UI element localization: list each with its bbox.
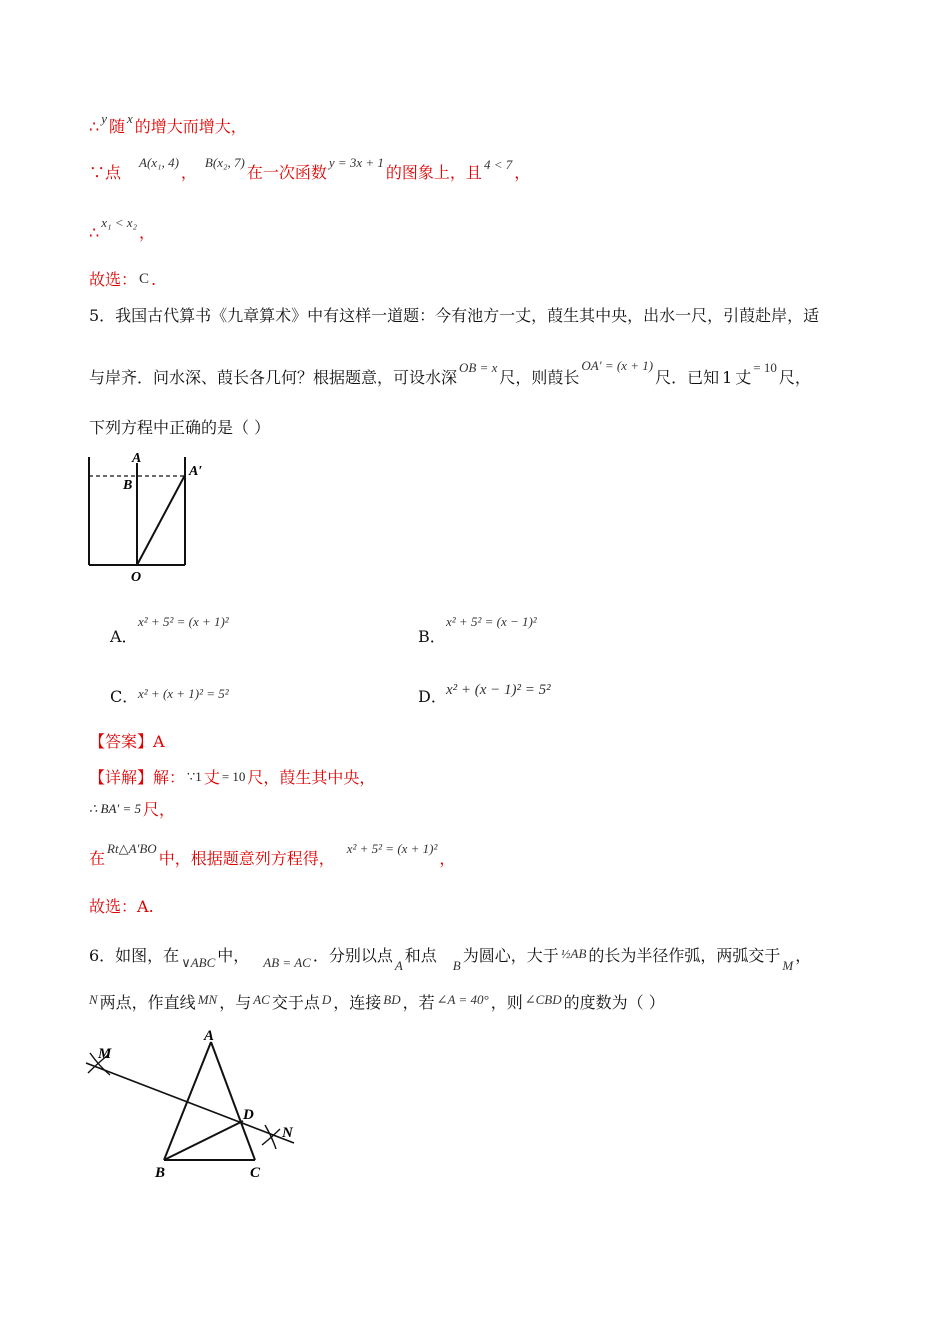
text: ， (180, 163, 197, 182)
text: 的图象上，且 (385, 163, 482, 182)
label-c: C (250, 1165, 261, 1181)
text: 的长为半径作弧，两弧交于 (588, 946, 781, 965)
q5-line-2 (89, 358, 811, 389)
math: AB = AC (263, 955, 311, 970)
because-point: ∵点 (89, 163, 122, 182)
point-b: B(x₂, 7) (204, 155, 245, 170)
therefore-symbol: ∴ (89, 117, 100, 136)
choice-c: C (139, 271, 150, 287)
linear-function: y = 3x + 1 (328, 155, 384, 170)
math: D (321, 992, 332, 1007)
math: ∨ABC (181, 955, 216, 970)
text: 随 (108, 117, 125, 136)
text: ， (139, 223, 156, 242)
label-b: B (123, 478, 133, 493)
point-a: A(x₁, 4) (139, 155, 179, 170)
detail-line-2 (89, 800, 175, 821)
text: 故选： (89, 270, 138, 289)
text: 为圆心，大于 (462, 946, 559, 965)
text: 尺，则葭长 (499, 368, 580, 387)
text: 尺， (778, 368, 811, 387)
math: ∵1 (187, 769, 202, 784)
option-d[interactable] (418, 684, 553, 707)
label-d: D (243, 1107, 254, 1123)
math-x: x (126, 111, 133, 126)
text: 在一次函数 (246, 163, 327, 182)
option-b[interactable] (418, 614, 539, 647)
label-m: M (98, 1046, 112, 1062)
text: 中，根据题意列方程得， (158, 849, 335, 868)
text: 两点，作直线 (99, 993, 196, 1012)
text: ， (795, 946, 812, 965)
x1-less-x2: x₁ < x₂ (101, 215, 138, 230)
math: A (394, 958, 403, 973)
option-label: C． (110, 687, 139, 706)
text: ，与 (219, 993, 252, 1012)
text: 在 (89, 849, 106, 868)
math: = 10 (221, 769, 246, 784)
math-ob: OB = x (459, 360, 498, 375)
answer-line (89, 732, 165, 752)
solution-line-3 (89, 215, 156, 244)
text: 尺，葭生其中央， (247, 768, 376, 787)
solution-line-2 (89, 155, 531, 184)
q6-line-1 (89, 946, 812, 973)
text: 丈 (735, 368, 752, 387)
therefore-symbol: ∴ (89, 223, 100, 242)
text: ， (514, 163, 531, 182)
text: 与岸齐．问水深、葭长各几何？根据题意，可设水深 (89, 368, 458, 387)
text: A. (137, 897, 154, 916)
math: MN (197, 992, 218, 1007)
math: BD (383, 992, 401, 1007)
text: 6．如图，在 (89, 946, 180, 965)
option-expr: x² + 5² = (x + 1)² (138, 614, 229, 629)
text: ，若 (402, 993, 435, 1012)
option-label: D． (418, 687, 447, 706)
label-a-prime: A′ (189, 464, 203, 479)
q5-pond-figure (80, 445, 210, 585)
option-c[interactable] (110, 684, 231, 707)
text: 尺．已知 (655, 368, 720, 387)
option-expr: x² + (x − 1)² = 5² (446, 682, 551, 698)
math-oa: OA′ = (x + 1) (581, 358, 654, 373)
q6-line-2 (89, 993, 665, 1014)
math: N (89, 992, 98, 1007)
detail-tag: 【详解】 (89, 768, 154, 787)
option-label: B． (418, 627, 446, 646)
math: ∠CBD (524, 992, 562, 1007)
detail-choice (89, 897, 154, 917)
math-ten: = 10 (753, 360, 777, 375)
text: 的增大而增大， (134, 117, 247, 136)
detail-line-1 (89, 768, 375, 789)
text: 中， (217, 946, 250, 965)
option-label: A． (110, 627, 138, 646)
label-o: O (131, 570, 142, 585)
solution-line-1 (89, 111, 247, 138)
text: 解： (153, 768, 186, 787)
option-expr: x² + 5² = (x − 1)² (446, 614, 537, 629)
answer-tag: 【答案】 (89, 732, 154, 751)
answer-value: A (153, 732, 165, 751)
q5-line-3: 下列方程中正确的是（ ） (89, 418, 271, 437)
q5-line-1: 5．我国古代算书《九章算术》中有这样一道题：今有池方一丈，葭生其中央，出水一尺，引葭赴岸，适 (89, 306, 820, 325)
text: 交于点 (271, 993, 320, 1012)
math: ½AB (560, 946, 587, 961)
text: 和点 (404, 946, 437, 965)
text: 1 (722, 368, 733, 387)
text: . (151, 270, 157, 289)
math: ∴ BA′ = 5 (89, 801, 142, 816)
text: ，连接 (333, 993, 382, 1012)
label-a: A (132, 451, 142, 466)
math: AC (253, 992, 270, 1007)
option-a[interactable] (110, 614, 231, 647)
math: x² + 5² = (x + 1)² (346, 841, 438, 856)
label-a: A (204, 1028, 215, 1044)
math: B (452, 958, 461, 973)
text: 故选： (89, 897, 138, 916)
option-expr: x² + (x + 1)² = 5² (138, 686, 229, 701)
inequality: 4 < 7 (483, 157, 513, 172)
math: ∠A = 40° (436, 992, 489, 1007)
math: M (782, 958, 794, 973)
text: 尺， (143, 800, 176, 819)
math: Rt△A′BO (107, 841, 157, 856)
math-y: y (101, 111, 107, 126)
text: ．分别以点 (312, 946, 393, 965)
text: 的度数为（ ） (563, 993, 665, 1012)
text: ， (439, 849, 456, 868)
solution-choice (89, 270, 156, 291)
text: ，则 (490, 993, 523, 1012)
label-n: N (282, 1125, 293, 1141)
label-b: B (155, 1165, 166, 1181)
text: 丈 (203, 768, 220, 787)
q6-triangle-figure (80, 1025, 310, 1185)
